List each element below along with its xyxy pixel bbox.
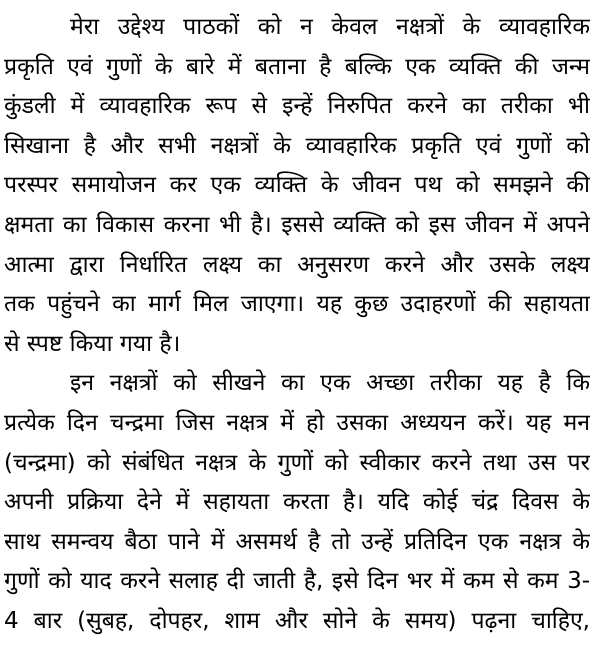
text-line: से स्पष्ट किया गया है। xyxy=(4,330,181,357)
text-line: (चन्द्रमा) को संबंधित नक्षत्र के गुणों को स्वीकार करने तथा उस पर xyxy=(4,449,590,476)
text-line: प्रकृति एवं गुणों के बारे में बताना है बल्कि एक व्यक्ति की जन्म xyxy=(4,53,590,80)
text-line: गुणों को याद करने सलाह दी जाती है, इसे दिन भर में कम से कम 3- xyxy=(4,568,590,595)
text-line: 4 बार (सुबह, दोपहर, शाम और सोने के समय) पढ़ना चाहिए, xyxy=(4,607,590,634)
text-line: आत्मा द्वारा निर्धारित लक्ष्य का अनुसरण करने और उसके लक्ष्य xyxy=(4,251,590,278)
paragraph-1 xyxy=(4,8,590,364)
text-line: तक पहुंचने का मार्ग मिल जाएगा। यह कुछ उदाहरणों की सहायता xyxy=(4,291,590,318)
text-line: मेरा उद्देश्य पाठकों को न केवल नक्षत्रों के व्यावहारिक xyxy=(70,14,590,40)
text-line: परस्पर समायोजन कर एक व्यक्ति के जीवन पथ को समझने की xyxy=(4,172,590,199)
text-line: सिखाना है और सभी नक्षत्रों के व्यावहारिक प्रकृति एवं गुणों को xyxy=(4,132,590,159)
text-line: साथ समन्वय बैठा पाने में असमर्थ है तो उन्हें प्रतिदिन एक नक्षत्र के xyxy=(4,528,590,555)
text-line: प्रत्येक दिन चन्द्रमा जिस नक्षत्र में हो उसका अध्ययन करें। यह मन xyxy=(4,409,590,436)
text-line: इन नक्षत्रों को सीखने का एक अच्छा तरीका यह है कि xyxy=(70,370,590,397)
text-line: कुंडली में व्यावहारिक रूप से इन्हें निरुपित करने का तरीका भी xyxy=(4,93,590,120)
text-line: क्षमता का विकास करना भी है। इससे व्यक्ति को इस जीवन में अपने xyxy=(4,211,590,238)
paragraph-2 xyxy=(4,364,590,641)
text-line: अपनी प्रक्रिया देने में सहायता करता है। यदि कोई चंद्र दिवस के xyxy=(4,489,590,516)
